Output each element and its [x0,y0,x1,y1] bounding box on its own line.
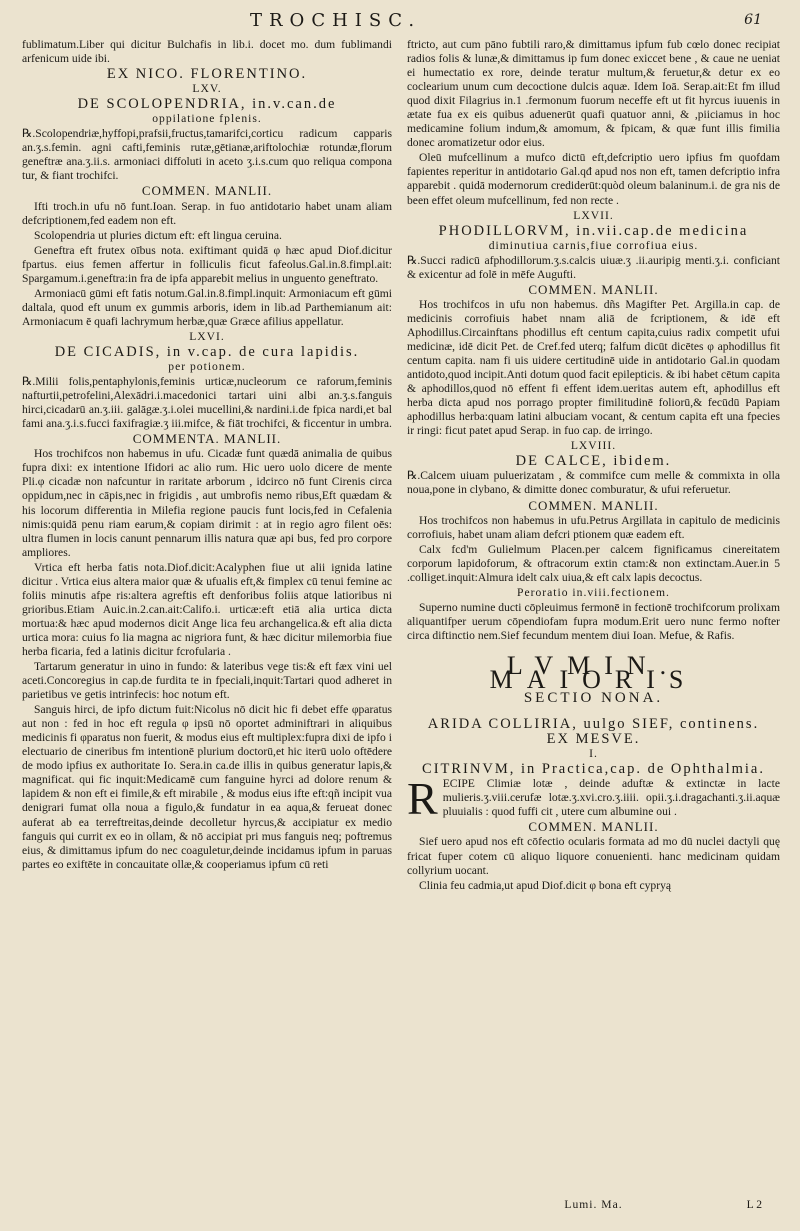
section-heading: DE SCOLOPENDRIA, in.v.can.de [77,96,337,113]
signature-mark: L 2 [746,1197,762,1211]
right-column [407,38,780,1213]
paragraph: Sief uero apud nos eft cōfectio ocularis formata ad mo dū nuclei dactyli quę fricat fuper cotem cū aliquo liquore conuenienti. hanc medicinam quidam collyrium uocant. [407,835,780,877]
section-number: LXVI. [189,329,225,343]
paragraph: Superno numine ducti cōpleuimus fermonē in fectionē trochifcorum prolixam aliquantifper uerum cōpendiofam fupra modum.Erit uero nunc fermo nofter circa diftinctio nem.Sief fecundum mentem diui Ioan. Mefue, & Rafis. [407,600,780,642]
running-title: TROCHISC. [250,10,422,31]
paragraph: Clinia feu cadmia,ut apud Diof.dicit φ bona eft cypryą [419,878,672,892]
section-number: LXVIII. [570,439,617,453]
section-heading: DE CALCE, ibidem. [515,453,672,470]
section-heading: CITRINVM, in Practica,cap. de Ophthalmia. [422,761,765,778]
section-subheading: per potionem. [168,360,246,374]
recipe-paragraph [407,773,780,825]
section-subheading: diminutiua carnis,fiue corrofiua eius. [488,238,699,252]
section-number: LXVII. [573,208,614,222]
section-subheading: oppilatione fplenis. [152,112,262,126]
page-footer [407,1198,780,1213]
section-number: I. [589,747,598,761]
paragraph: Oleū mufcellinum a mufco dictū eft,defcriptio uero ipfius fm quofdam fapientes reperitur in antidotario Gal.qđ apud nos non eft, tamen defcriptio infra apparebit . quidā modernorum crediderūt:quòd oleum balaninum.i. de gra nis de been effet oleum mufcellinum, fed non recte . [407,151,780,207]
section-heading: ARIDA COLLIRIA, uulgo SIEF, continens. [427,716,760,733]
book-title: LVMIN. MAIORIS [489,650,698,695]
commentary-heading: COMMEN. MANLII. [141,183,273,199]
recipe-paragraph: ℞.Calcem uiuam puluerizatam , & commifce cum melle & commixta in olla noua,pone in clybano, & dimitte donec comburatur, & ufui referuetur. [407,469,780,497]
left-column [22,38,392,1213]
paragraph: Tartarum generatur in uino in fundo: & lateribus vege tis:& eft fæx vini uel aceti.Concoregius in cap.de furdita te in fpeciali,inquit:Tartari quod adheret in parietibus ve getis intrinfecis: hoc notum eft. [22,660,392,702]
recipe-text: ECIPE Climiæ lotæ , deinde aduftæ & extinctæ in lacte mulieris.ʒ.viii.cerufæ lotæ.ʒ.xvi.cro.ʒ.iiii. opii.ʒ.i.dragachanti.ʒ.ii.aquæ pluuialis : quod fuffi cit , utere cum albumine oui . [442,777,780,819]
recipe-paragraph: ℞.Succi radicū afphodillorum.ʒ.s.calcis uiuæ.ʒ .ii.auripig menti.ʒ.i. conficiant & exicentur ad folē in mēfe Augufti. [407,253,780,281]
catchword: Lumi. Ma. [564,1197,623,1211]
commentary-heading: COMMEN. MANLII. [528,497,659,513]
section-heading: DE CICADIS, in v.cap. de cura lapidis. [54,343,360,360]
paragraph: Calx fcd'm Gulielmum Placen.per calcem fignificamus cinereitatem corporum lapidoforum, & oftracorum extin ctam:& non extinctam.Auer.in 5 .colliget.inquit:Almura idelt calx uiua,& eft calx lapis decoctus. [407,542,780,584]
drop-cap: R [407,773,438,825]
paragraph: Sanguis hirci, de ipfo dictum fuit:Nicolus nō dicit hic fi debet effe φparatus aut non : fed in hoc eft regula φ ipsū nō oportet adminiftrari in aliquibus medicinis fi φparatus non fuerit, & modus eius eft multiplex:fupra dixi de ipfo i electuario de cineribus fm intentionē plurium doctorū,et hic iterū uolo oftēdere de modo ipfius ex authoritate Io. Sera.in ca.de illis in quibus generatur lapis,& magnificat. qui fic inquit:Medicamē cum fanguine hyrci ad dolore renum & lapidem & non eft ei fimile,& eft mirabile , & modus eius ifte eft:qñ incipit vua denigrari fumat olla noua a figulo,& fundatur in ea aqua,& ferueat donec auferat ab ea terreftreitas,deinde decolletur hyrcus,& accipiatur ex medio fanguis qui currit ex eo in ollam, & nō accipiat pri mus fanguis neq; poftremus eius, & dimittamus ipfum do nec coaguletur,deinde incidamus ipfum in paruas partes eo exiftēte in concauitate ollæ,& cooperiamus ipfum cū reti [22,703,392,871]
page-header [0,10,800,34]
section-number: LXV. [192,82,222,96]
recipe-paragraph: ℞.Milii folis,pentaphylonis,feminis urticæ,nucleorum ce raforum,feminis nafturtii,petrofelini,Alexādri.i.macedonici tartari uini albi an.ʒ.s.fanguis hirci,cicadarū an.ʒ.iii. galāgæ.ʒ.i.olei mucellini,& nardini.i.de fpica nardi,et bal fami ana.ʒ.i.s.fucci faxifragiæ.ʒ iii.mifce, & fiāt trochifci, & ficcentur in umbra. [22,375,392,431]
paragraph: ftricto, aut cum pāno fubtili raro,& dimittamus ipfum fub cœlo donec recipiat radios folis & lunæ,& dimittamus ip fum donec exiccet bene , & caue ne ueniat ei humectatio ex rore, deinde teratur multum,& feruetur,& detur ex eo coclearium unum cum decoctione dulcis aquæ. Idem Ioā. Serap.ait:Et fm illud quod dixit Filagrius in.1 .fermonum fuorum neceffe eft ut fit hyrcus iuuenis in ætate fua ex eis quibus aduenerūt quafi quatuor anni, & ,piiciamus in hoc medicamine folium indum,& amomum, & fpicam, & quæ funt illis fimilia donec aromatizetur odor eius. [407,38,780,150]
page-number: 61 [744,12,762,28]
commentary-heading: COMMEN. MANLII. [528,281,659,297]
paragraph: Ifti troch.in ufu nō funt.Ioan. Serap. in fuo antidotario habet unam aliam defcriptionem,fed eadem non eft. [22,199,392,227]
paragraph: Hos trochifcos non habemus in ufu.Petrus Argillata in capitulo de medicinis corrofiuis, habet unam aliam defcri ptionem quæ eadem eft. [407,513,780,541]
section-title: SECTIO NONA. [523,690,664,707]
paragraph: fublimatum.Liber qui dicitur Bulchafis in lib.i. docet mo. dum fublimandi arfenicum uide ibi. [22,38,392,66]
paragraph: Vrtica eft herba fatis nota.Diof.dicit:Acalyphen fiue ut alii ignida latine dicitur . Vrtica eius altera maior quæ & ufualis eft,& fimplex cū tenui femine ac foliis minutis afpe ris:altera agreftis eft denforibus foliis atque latioribus ni grioribus.Etiam Auic.in.2.can.ait:Califo.i. urticæ:eft etiā alia urtica dicta mortua:& hæc apud modernos dicit Ange lica feu archangelica.& eft alia dicta urtica mora: cuius fo lia magna ac nigriora funt, & hæc dicitur milemorbia fiue herba ficaria, fed a latinis dicitur fcrofularia . [22,560,392,658]
section-heading: EX NICO. FLORENTINO. [106,66,308,83]
paragraph: Armoniacū gūmi eft fatis notum.Gal.in.8.fimpl.inquit: Armoniacum eft gūmi daltala, quod eft unum ex gummis arboris, idem in lib.ad Parthemianum ait: Armoniacum ē quafi lachrymum herbæ,quæ Græce afilius appellatur. [22,286,392,328]
section-subheading: EX MESVE. [546,731,641,748]
commentary-heading: COMMENTA. MANLII. [132,431,282,447]
paragraph: Hos trochifcos non habemus in ufu. Cicadæ funt quædā animalia de quibus fupra dixi: ex intentione Ifidori ac alio rum. Hic uero uolo dicere de mente Pli.φ cicadæ non nafcuntur in raritate arborum , idcirco nō funt Cirenis circa oppidum,nec in cāpis,nec in frigidis , aut umbrofis nemo ribus,Eft quædam & his locorum differentia in Milefia regione paucis funt locis,fed in Cefalenia nimis:quidā penu riam earum,& copiam dirimit : at in regio agro filent oēs: ultra flumen in locis canunt pennarum illis natura quæ api bus, fed pro corpore ampliores. [22,447,392,559]
paragraph: Hos trochifcos in ufu non habemus. dñs Magifter Pet. Argilla.in cap. de medicinis corrofiuis habet nnam aliā de fcriptionem, & idē eft Aphodillus.Circainftans phodillus eft centum capita,cuius radix competit ufui medicinæ, idē dicit Pet. de Cref.fed uterq; falfum dicūt dicētes φ aphodillus fit centum capita. nam fi uis uidere certitudinē uide in antidotario Gal.in quodam antidoto,quod incipit.Anti dotum quod facit epilepticis. & ibi habet cētum capita & aphodillos,quod nō effent fi effent idem.ueritas autem eft, aphodillus eft herba dicta apud nos porrago propter fimilitudinē foliorū,& fecūdū Papiam aphodillus herba:quam latini albuciam vocant, & centum capita eft una fpecies ir ringi: ficut patet apud Serap. in fuo cap. de irringo. [407,297,780,438]
paragraph: Scolopendria ut pluries dictum eft: eft lingua ceruina. [34,228,282,242]
paragraph: Geneftra eft frutex oībus nota. exiftimant quidā φ hæc apud Diof.dicitur fpartus. eius femen affertur in folliculis ficut fafeolus.Gal.in.8.fimpl.ait: Spargamum.i.geneftra:in fra de ipfa apparebit melius in unguento geneftrato. [22,243,392,285]
commentary-heading: COMMEN. MANLII. [528,819,659,835]
recipe-paragraph: ℞.Scolopendriæ,hyffopi,prafsii,fructus,tamarifci,corticu radicum capparis an.ʒ.s.femin. agni cafti,feminis rutæ,gētianæ,ariftolochiæ rotundæ,florum geneftræ ana.ʒ.ii.s. armoniaci diffoluti in aceto ʒ.i.s.cum quo reliqua compona tur, & fiant trochifci. [22,127,392,183]
peroration-heading: Peroratio in.viii.fectionem. [517,585,670,599]
section-heading: PHODILLORVM, in.vii.cap.de medicina [438,222,749,239]
